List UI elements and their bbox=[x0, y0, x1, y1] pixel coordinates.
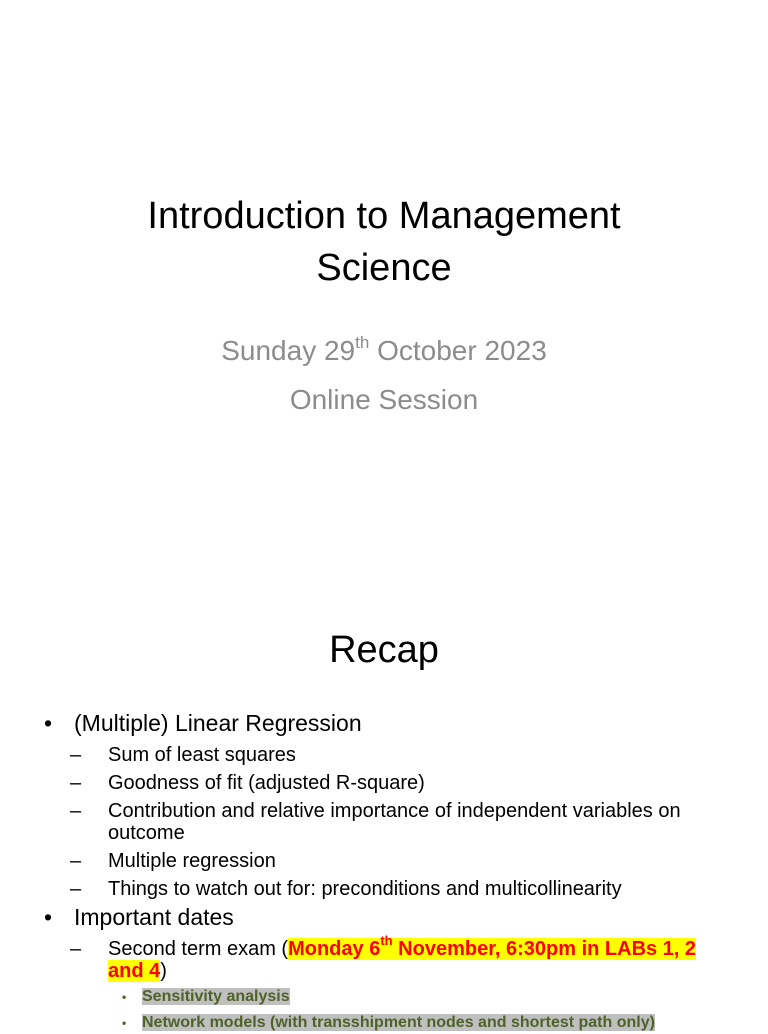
sub-item-text: Goodness of fit (adjusted R-square) bbox=[108, 772, 425, 794]
exam-date-superscript: th bbox=[380, 933, 393, 949]
bullet-text: Important dates bbox=[74, 904, 234, 930]
dash-icon: – bbox=[70, 938, 82, 960]
bullet-item bbox=[44, 708, 734, 738]
session-label: Online Session bbox=[289, 384, 479, 415]
sub-item-text: Contribution and relative importance of independent variables on outcome bbox=[108, 800, 681, 844]
topic-text: Sensitivity analysis bbox=[142, 988, 290, 1005]
sub-item-text: Multiple regression bbox=[108, 850, 276, 872]
exam-suffix: ) bbox=[160, 960, 167, 982]
dash-icon: – bbox=[70, 800, 82, 822]
topic-item bbox=[44, 1012, 734, 1034]
slide-date bbox=[60, 334, 708, 368]
date-superscript: th bbox=[355, 332, 370, 352]
exam-date-prefix: Monday 6 bbox=[288, 938, 381, 960]
exam-item bbox=[44, 933, 734, 982]
sub-item bbox=[44, 878, 734, 900]
topic-text: Network models (with transshipment nodes and shortest path only) bbox=[142, 1014, 655, 1031]
dash-icon: – bbox=[70, 878, 82, 900]
date-suffix: October 2023 bbox=[369, 335, 547, 366]
dash-icon: – bbox=[70, 772, 82, 794]
sub-item bbox=[44, 850, 734, 872]
topic-item bbox=[44, 986, 734, 1008]
exam-date-suffix: November, 6:30pm in LABs 1, 2 and 4 bbox=[108, 938, 697, 982]
sub-item bbox=[44, 744, 734, 766]
recap-slide bbox=[0, 576, 768, 1031]
title-line-2: Science bbox=[316, 247, 452, 289]
sub-item bbox=[44, 800, 734, 844]
sub-item-text: Things to watch out for: preconditions and multicollinearity bbox=[108, 878, 622, 900]
bullet-icon: • bbox=[44, 710, 53, 736]
recap-content bbox=[44, 708, 734, 1034]
dash-icon: – bbox=[70, 850, 82, 872]
sub-item bbox=[44, 772, 734, 794]
recap-title: Recap bbox=[329, 629, 439, 671]
bullet-icon: • bbox=[122, 990, 127, 1004]
title-line-1: Introduction to Management bbox=[147, 195, 621, 237]
exam-prefix: Second term exam ( bbox=[108, 938, 289, 960]
bullet-icon: • bbox=[122, 1016, 127, 1030]
date-prefix: Sunday 29 bbox=[221, 335, 356, 366]
slide-title bbox=[60, 190, 708, 294]
bullet-icon: • bbox=[44, 904, 53, 930]
dash-icon: – bbox=[70, 744, 82, 766]
sub-item-text: Sum of least squares bbox=[108, 744, 296, 766]
bullet-item bbox=[44, 902, 734, 932]
bullet-text: (Multiple) Linear Regression bbox=[74, 710, 362, 736]
